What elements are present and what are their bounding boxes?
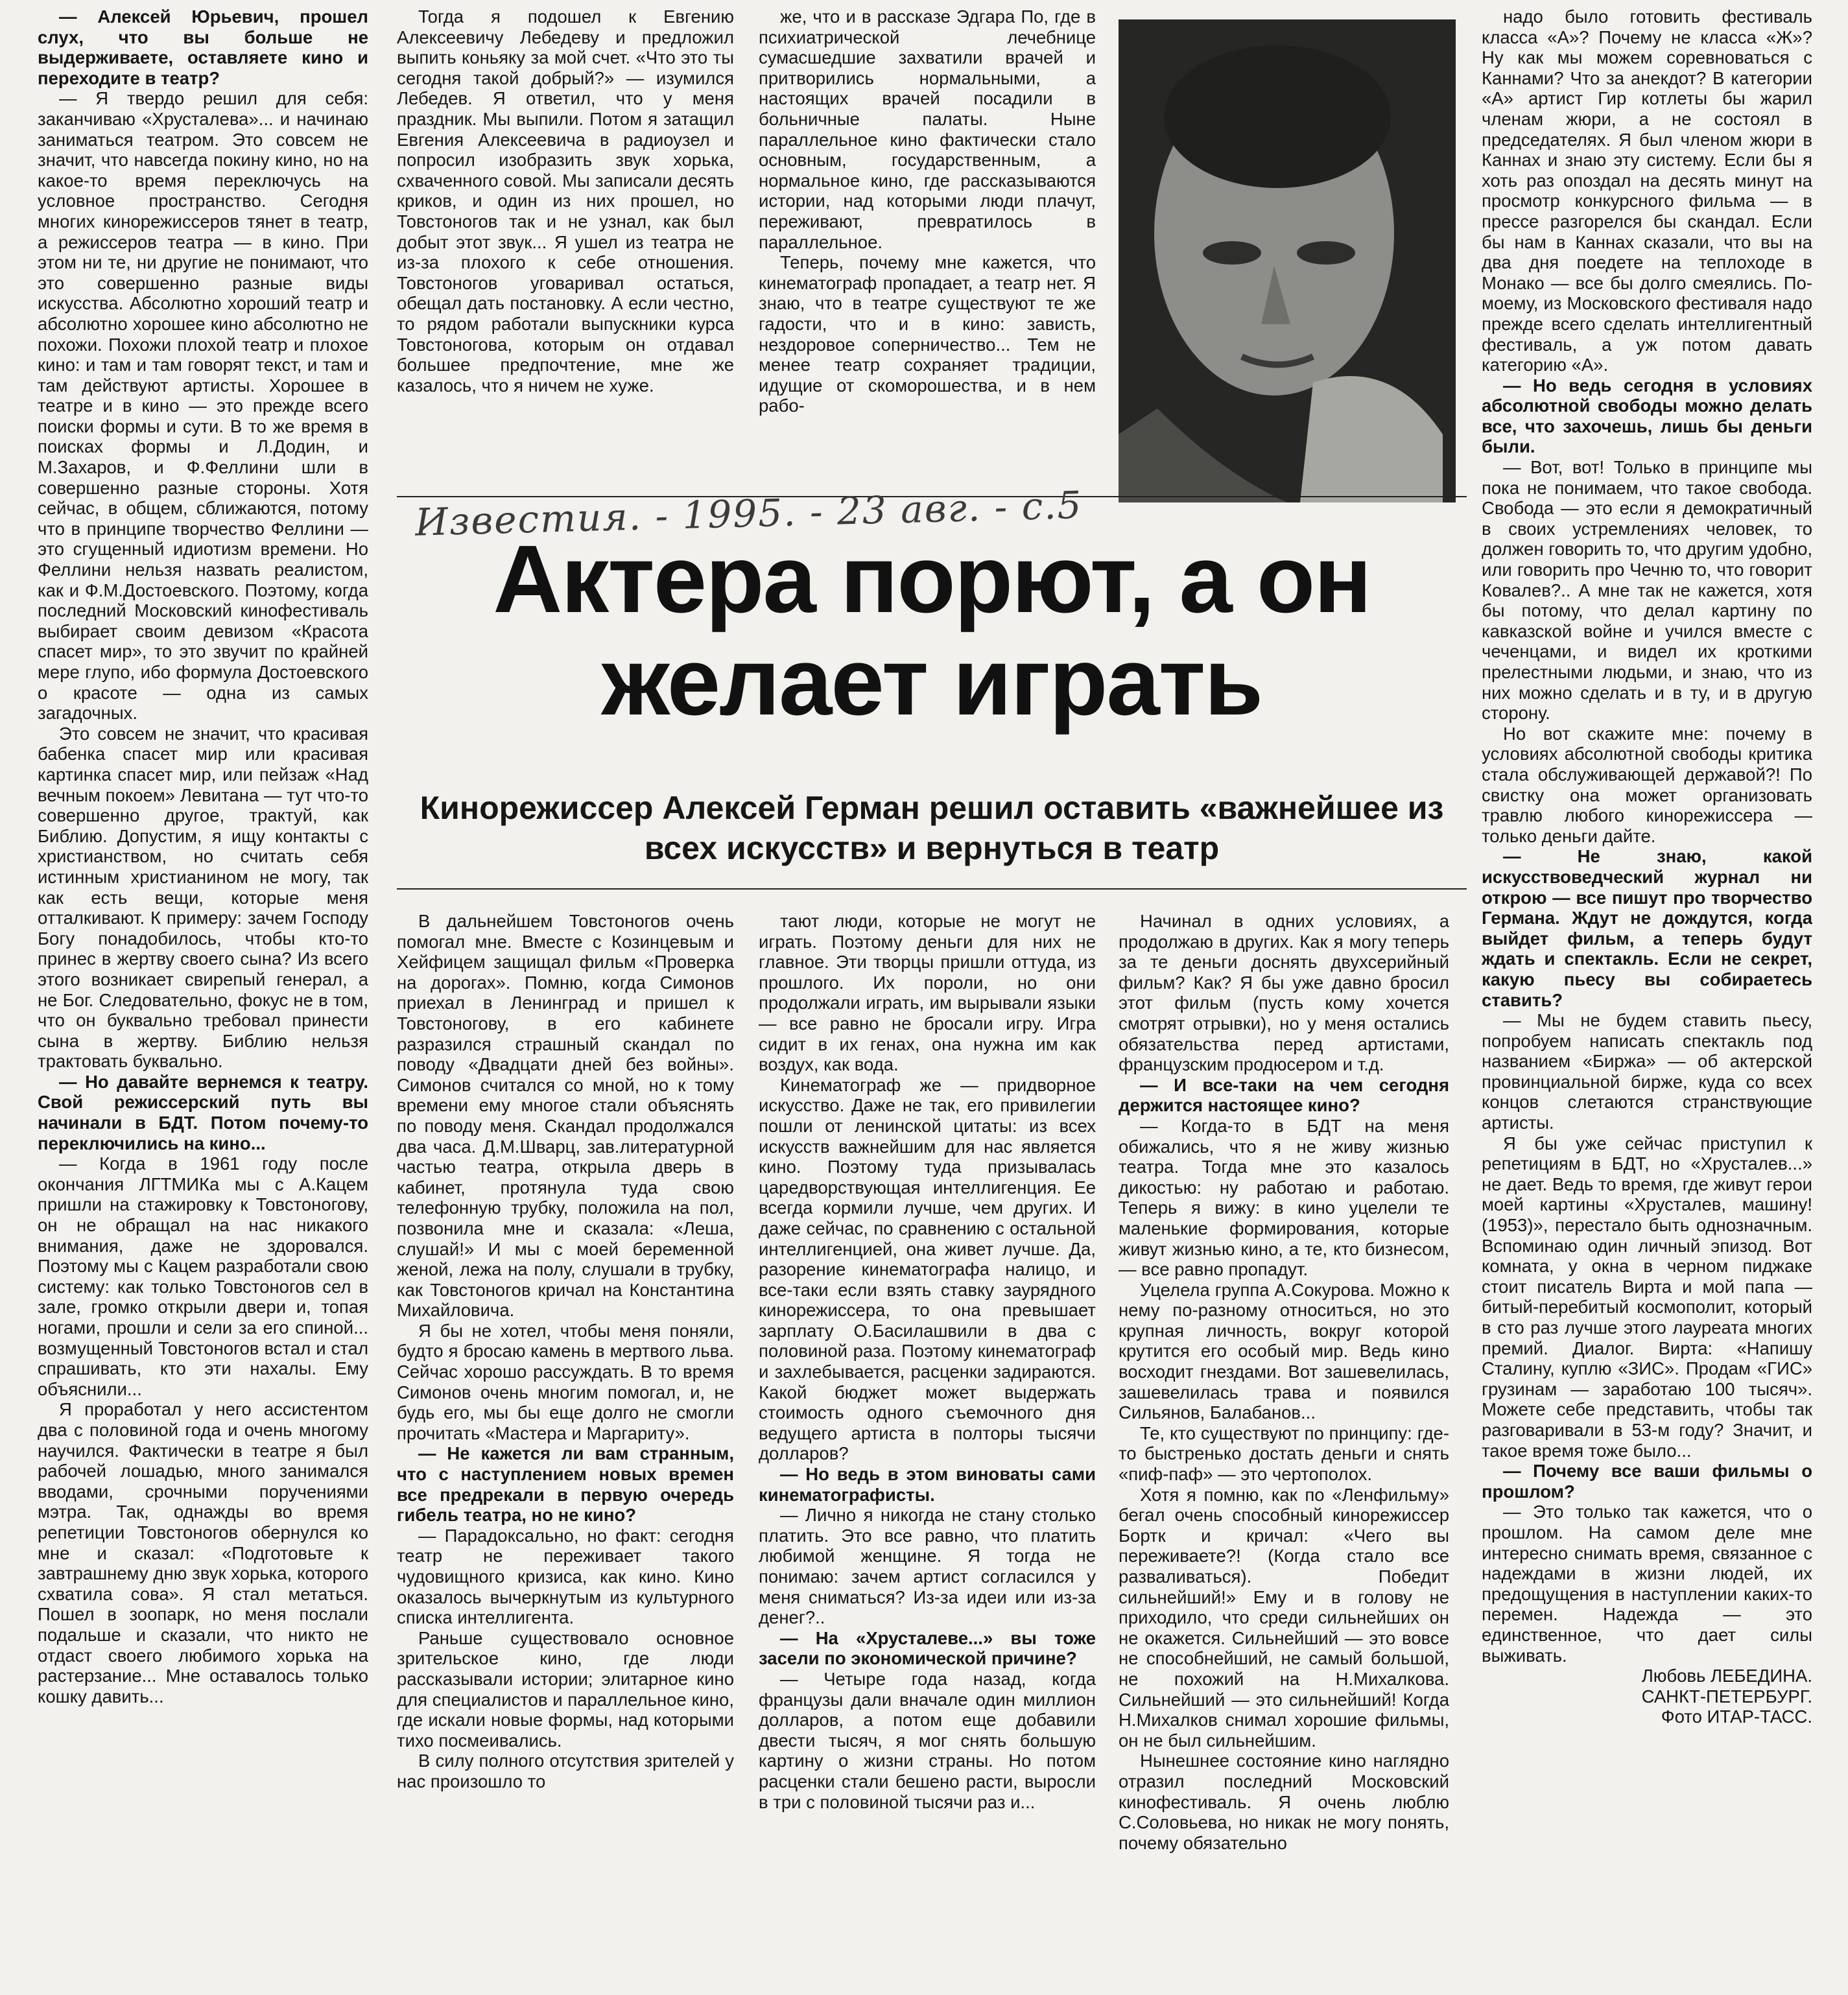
article-column-4 — [1482, 6, 1812, 1990]
interview-question: — Почему все ваши фильмы о прошлом? — [1482, 1461, 1812, 1502]
paragraph: Я проработал у него ассистентом два с половиной года и очень многому научился. Фактически в театре я был рабочей лошадью, много занимался вводами, срочными поручениями мэтра. Так, однажды во время репетиции Товстоногов обернулся ко мне и сказал: «Подготовьте к завтрашнему дню звук хорька, которого схватила сова». Я стал метаться. Пошел в зоопарк, но меня послали подальше и сказали, что никто не отдаст своего любимого хорька на растерзание... Мне оставалось только кошку давить... — [38, 1399, 368, 1706]
paragraph: Кинематограф же — придворное искусство. Даже не так, его привилегии пошли от ленинской цитаты: из всех искусств важнейшим для нас является кино. Поэтому туда призывалась царедворствующая интеллигенция. Ее всегда кормили лучше, чем других. И даже сейчас, по сравнению с остальной интеллигенцией, она живет лучше. Да, разорение кинематографа налицо, и все-таки если взять ставку заурядного кинорежиссера, то она превышает зарплату О.Басилашвили в два с половиной раза. Поэтому кинематограф и захлебывается, расценки задираются. Какой бюджет может выдержать стоимость одного съемочного дня ведущего артиста в полторы тысячи долларов? — [759, 1074, 1096, 1464]
paragraph: Тогда я подошел к Евгению Алексеевичу Лебедеву и предложил выпить коньяку за мой счет. «Что это ты сегодня такой добрый?» — изумился Лебедев. Я ответил, что у меня праздник. Мы выпили. Потом я затащил Евгения Алексеевича в радиоузел и попросил изобразить звук хорька, схваченного совой. Мы записали десять криков, и один из них прошел, но Товстоногов так и не узнал, как был добыт этот звук... Я ушел из театра не из-за плохого к себе отношения. Товстоногов уговаривал остаться, обещал дать постановку. А если честно, то рядом работали выпускники курса Товстоногова, которым он отдавал большее предпочтение, мне же казалось, что я ничем не хуже. — [397, 6, 734, 395]
byline: САНКТ-ПЕТЕРБУРГ. — [1641, 1686, 1812, 1706]
headline: Актера порют, а он желает играть — [493, 526, 1371, 735]
byline: Любовь ЛЕБЕДИНА. — [1641, 1666, 1812, 1686]
paragraph: Но вот скажите мне: почему в условиях абсолютной свободы критика стала обслуживающей державой?! По свистку она может организовать травлю любого кинорежиссера — только деньги дайте. — [1482, 723, 1812, 846]
interview-question: — И все-таки на чем сегодня держится настоящее кино? — [1119, 1074, 1449, 1116]
paragraph: — Мы не будем ставить пьесу, попробуем написать спектакль под названием «Биржа» — об актерской провинциальной бирже, куда со всех концов слетаются странствующие артисты. — [1482, 1010, 1812, 1133]
paragraph: Это совсем не значит, что красивая бабенка спасет мир или красивая картинка спасет мир, или пейзаж «Над вечным покоем» Левитана — тут что-то совершенно другое, трактуй, как Библию. Допустим, я ищу контакты с христианством, но считать себя истинным христианином не могу, так как есть вещи, которые меня отталкивают. К примеру: зачем Господу Богу понадобилось, чтобы кто-то принес в жертву своего сына? Из всего этого возникает свирепый генерал, а не Бог. Следовательно, фокус не в том, что он буквально требовал принести сына в жертву. Библию нельзя трактовать буквально. — [38, 723, 368, 1072]
paragraph: Начинал в одних условиях, а продолжаю в других. Как я могу теперь за те деньги доснять двухсерийный фильм? Как? Я бы уже давно бросил этот фильм (пусть кому хочется смотрят отрывки), но у меня остались обязательства перед артистами, французским продюсером и т.д. — [1119, 911, 1449, 1075]
interview-question: — Но давайте вернемся к театру. Свой режиссерский путь вы начинали в БДТ. Потом почему-то переключились на кино... — [38, 1071, 368, 1153]
paragraph: Я бы не хотел, чтобы меня поняли, будто я бросаю камень в мертвого льва. Сейчас хорошо рассуждать. В то время Симонов очень многим помогал, и, не будь его, мы бы еще долго не смогли прочитать «Мастера и Маргариту». — [397, 1320, 734, 1443]
interview-question: — Но ведь в этом виноваты сами кинематографисты. — [759, 1464, 1096, 1505]
interview-question: — Но ведь сегодня в условиях абсолютной свободы можно делать все, что захочешь, лишь бы деньги были. — [1482, 375, 1812, 457]
paragraph: — Это только так кажется, что о прошлом. На самом деле мне интересно снимать время, связанное с надеждами в жизни людей, их предощущения в наступлении каких-то перемен. Надежда — это единственное, что дает силы выживать. — [1482, 1502, 1812, 1666]
paragraph: — Лично я никогда не стану столько платить. Это все равно, что платить любимой женщине. Я тогда не понимаю: зачем артист согласился у меня сниматься? Из-за идеи или из-за денег?.. — [759, 1505, 1096, 1628]
paragraph: В дальнейшем Товстоногов очень помогал мне. Вместе с Козинцевым и Хейфицем защищал фильм «Проверка на дорогах». Помню, когда Симонов приехал в Ленинград и пришел к Товстоногову, в его кабинете разразился страшный скандал по поводу «Двадцати дней без войны». Симонов считался со мной, но к тому времени ему многое стали объяснять по поводу меня. Скандал продолжался два часа. Д.М.Шварц, зав.литературной частью театра, открыла дверь в кабинет, протянула туда свою телефонную трубку, положила на пол, позвонила мне и сказала: «Леша, слушай!» И мы с моей беременной женой, лежа на полу, слушали в трубку, как Товстоногов кричал на Константина Михайловича. — [397, 911, 734, 1321]
byline: Фото ИТАР-ТАСС. — [1661, 1706, 1812, 1727]
article-column-1 — [38, 6, 368, 1990]
article-column-3 — [759, 6, 1096, 490]
paragraph: — Вот, вот! Только в принципе мы пока не понимаем, что такое свобода. Свобода — это если я демократичный в своих устремлениях человек, то должен говорить то, что другим удобно, или говорить про Чечню то, что говорит Ковалев?.. А мне так не кажется, хотя бы потому, что делал картину по кавказской войне и учился вместе с чеченцами, и видел их кроткими прелестными людьми, и знаю, что из них можно сделать и в ту, и в другую сторону. — [1482, 457, 1812, 724]
handwritten-source-note: Известия. - 1995. - 23 авг. - с.5 — [414, 482, 1084, 545]
article-column-7 — [1119, 911, 1449, 1990]
portrait-photo-icon — [1119, 19, 1456, 502]
paragraph: Те, кто существуют по принципу: где-то быстренько достать деньги и снять «пиф-паф» — это чертополох. — [1119, 1422, 1449, 1485]
interview-question: — Алексей Юрьевич, прошел слух, что вы больше не выдерживаете, оставляете кино и переходите в театр? — [38, 6, 368, 88]
paragraph: — Когда-то в БДТ на меня обижались, что я не живу жизнью театра. Тогда мне это казалось дикостью: ну работаю и работаю. Теперь я вижу: в кино уцелели те маленькие формирования, которые живут жизнью кино, а те, кто бизнесом, — все равно пропадут. — [1119, 1115, 1449, 1280]
paragraph: же, что и в рассказе Эдгара По, где в психиатрической лечебнице сумасшедшие захватили врачей и притворились нормальными, а настоящих врачей посадили в больничные палаты. Ныне параллельное кино фактически стало основным, государственным, а нормальное кино, где рассказываются истории, над которыми люди плачут, переживают, превратилось в параллельное. — [759, 6, 1096, 252]
paragraph: надо было готовить фестиваль класса «А»? Почему не класса «Ж»? Ну как мы можем соревноваться с Каннами? Что за анекдот? В категории «А» артист Гир котлеты бы жарил членам жюри, а не состоял в председателях. Я был членом жюри в Каннах и знаю эту систему. Если бы я хоть раз опоздал на десять минут на просмотр конкурсного фильма — в прессе разгорелся бы скандал. Если бы нам в Каннах сказали, что вы на два дня поедете на теплоходе в Монако — все бы долго смеялись. По-моему, из Московского фестиваля надо прежде всего сделать интеллигентный фестиваль, а уж потом давать категорию «А». — [1482, 6, 1812, 375]
paragraph: — Парадоксально, но факт: сегодня театр не переживает такого чудовищного кризиса, как кино. Кино оказалось вычеркнутым из культурного списка интеллигента. — [397, 1525, 734, 1628]
interview-question: — На «Хрусталеве...» вы тоже засели по экономической причине? — [759, 1627, 1096, 1669]
paragraph: Хотя я помню, как по «Ленфильму» бегал очень способный кинорежиссер Бортк и кричал: «Чего вы переживаете?! (Когда стало все разваливаться). Победит сильнейший!» Ему и в голову не приходило, что среди сильнейших он не окажется. Сильнейший — это вовсе не способнейший, не самый большой, не похожий на Н.Михалкова. Сильнейший — это сильнейший! Когда Н.Михалков снимал хорошие фильмы, он не был сильнейшим. — [1119, 1484, 1449, 1751]
paragraph: Теперь, почему мне кажется, что кинематограф пропадает, а театр нет. Я знаю, что в театре существуют те же гадости, что и в кино: зависть, нездоровое соперничество... Тем не менее театр сохраняет традиции, идущие от скоморошества, и в нем рабо- — [759, 252, 1096, 416]
article-column-6 — [759, 911, 1096, 1990]
divider-bottom — [397, 888, 1467, 890]
paragraph: Уцелела группа А.Сокурова. Можно к нему по-разному относиться, но это крупная личность, вокруг которой крутится его особый мир. Ведь кино восходит гнездами. Вот зашевелилась, зашевелилась трава и появился Сильянов, Балабанов... — [1119, 1279, 1449, 1423]
paragraph: тают люди, которые не могут не играть. Поэтому деньги для них не главное. Эти творцы пришли оттуда, из прошлого. Их пороли, но они продолжали играть, им вырывали языки — все равно не бросали игру. Игра сидит в их генах, она нужна им как воздух, как вода. — [759, 911, 1096, 1075]
paragraph: Я бы уже сейчас приступил к репетициям в БДТ, но «Хрусталев...» не дает. Ведь то время, где живут герои моей картины «Хрусталев, машину! (1953)», перестало быть однозначным. Вспоминаю один личный эпизод. Вот комната, у окна в черном пиджаке стоит писатель Вирта и мой папа — битый-перебитый космополит, который в сто раз лучше этого лауреата многих премий. Диалог. Вирта: «Напишу Сталину, куплю «ЗИС». Продам «ГИС» грузинам — заработаю 100 тысяч». Можете себе представить, чтобы так разговаривали в 53-м году? Значит, и такое время тоже было... — [1482, 1133, 1812, 1461]
subheadline: Кинорежиссер Алексей Герман решил оставить «важнейшее из всех искусств» и вернуться в театр — [420, 790, 1444, 866]
portrait-photo — [1119, 19, 1456, 502]
paragraph: — Четыре года назад, когда французы дали вначале один миллион долларов, а потом еще добавили двести тысяч, я мог снять большую картину о жизни страны. Но потом расценки стали бешено расти, выросли в три с половиной тысячи раз и... — [759, 1668, 1096, 1812]
paragraph: В силу полного отсутствия зрителей у нас произошло то — [397, 1751, 734, 1791]
interview-question: — Не кажется ли вам странным, что с наступлением новых времен все предрекали в первую очередь гибель театра, но не кино? — [397, 1443, 734, 1526]
paragraph: — Когда в 1961 году после окончания ЛГТМИКа мы с А.Кацем пришли на стажировку к Товстоногову, он не обращал на нас никакого внимания, даже не здоровался. Поэтому мы с Кацем разработали свою систему: как только Товстоногов сел в зале, громко открыли двери и, топая ногами, прошли и сели за его спиной... возмущенный Товстоногов встал и стал спрашивать, кто эти нахалы. Ему объяснили... — [38, 1153, 368, 1399]
article-column-5 — [397, 911, 734, 1990]
interview-question: — Не знаю, какой искусствоведческий журнал ни открою — все пишут про творчество Германа. Ждут не дождутся, когда выйдет фильм, а теперь будут ждать и спектакль. Если не секрет, какую пьесу вы собираетесь ставить? — [1482, 846, 1812, 1010]
article-column-2 — [397, 6, 734, 490]
paragraph: — Я твердо решил для себя: заканчиваю «Хрусталева»... и начинаю заниматься театром. Это совсем не значит, что навсегда покину кино, но на какое-то время переключусь на условное пространство. Сегодня многих кинорежиссеров тянет в театр, а режиссеров театра — в кино. При этом ни те, ни другие не понимают, что это совершенно разные виды искусства. Абсолютно хороший театр и абсолютно хорошее кино абсолютно не похожи. Похожи плохой театр и плохое кино: и там и там говорят текст, и там и там действуют артисты. Хорошее в театре и в кино — это прежде всего поиски формы и сути. В то же время в поисках формы и Л.Додин, и М.Захаров, и Ф.Феллини шли в совершенно разные стороны. Хотя сейчас, в общем, сближаются, потому что в принципе творчество Феллини — это сгущенный идиотизм времени. Но Феллини нельзя назвать реалистом, как и Ф.М.Достоевского. Поэтому, когда последний Московский кинофестиваль выбирает своим девизом «Красота спасет мир», то это звучит по крайней мере глупо, ибо формула Достоевского о красоте — одна из самых загадочных. — [38, 88, 368, 724]
paragraph: Нынешнее состояние кино наглядно отразил последний Московский кинофестиваль. Я очень люблю С.Соловьева, но никак не могу понять, почему обязательно — [1119, 1751, 1449, 1853]
paragraph: Раньше существовало основное зрительское кино, где люди рассказывали истории; элитарное кино для специалистов и параллельное кино, где искали новые формы, над которыми тихо посмеивались. — [397, 1627, 734, 1751]
